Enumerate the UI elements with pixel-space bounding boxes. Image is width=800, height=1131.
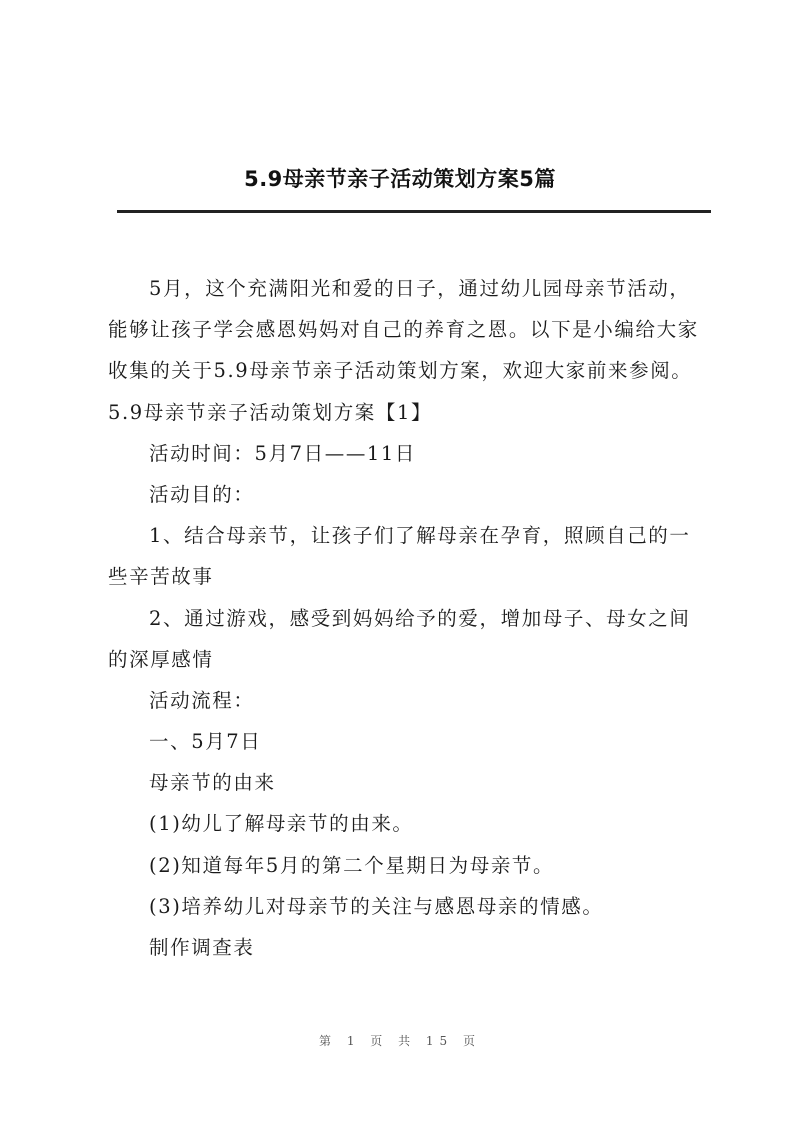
body-line: 的深厚感情 [108, 647, 214, 671]
document-body [108, 268, 712, 968]
body-line: 活动时间：5月7日——11日 [149, 441, 417, 465]
page-footer: 第 1 页 共 15 页 [319, 1034, 481, 1048]
section-heading: 5.9母亲节亲子活动策划方案【1】 [108, 400, 433, 424]
body-line: 活动目的： [149, 482, 255, 506]
body-line: 1、结合母亲节，让孩子们了解母亲在孕育，照顾自己的一 [149, 524, 691, 548]
title-divider [117, 210, 711, 213]
body-line: (1)幼儿了解母亲节的由来。 [149, 812, 414, 836]
body-line: 能够让孩子学会感恩妈妈对自己的养育之恩。以下是小编给大家 [108, 318, 699, 342]
body-line: 制作调查表 [149, 936, 255, 959]
body-line: (3)培养幼儿对母亲节的关注与感恩母亲的情感。 [149, 894, 604, 918]
body-line: 收集的关于5.9母亲节亲子活动策划方案，欢迎大家前来参阅。 [108, 359, 693, 383]
body-line: 2、通过游戏，感受到妈妈给予的爱，增加母子、母女之间 [149, 606, 691, 630]
body-line: (2)知道每年5月的第二个星期日为母亲节。 [149, 853, 555, 877]
body-line: 5月，这个充满阳光和爱的日子，通过幼儿园母亲节活动， [149, 277, 691, 300]
body-line: 活动流程： [149, 688, 255, 712]
body-line: 些辛苦故事 [108, 565, 214, 589]
body-line: 母亲节的由来 [149, 771, 276, 795]
document-title: 5.9母亲节亲子活动策划方案5篇 [244, 167, 556, 191]
body-line: 一、5月7日 [149, 730, 262, 754]
